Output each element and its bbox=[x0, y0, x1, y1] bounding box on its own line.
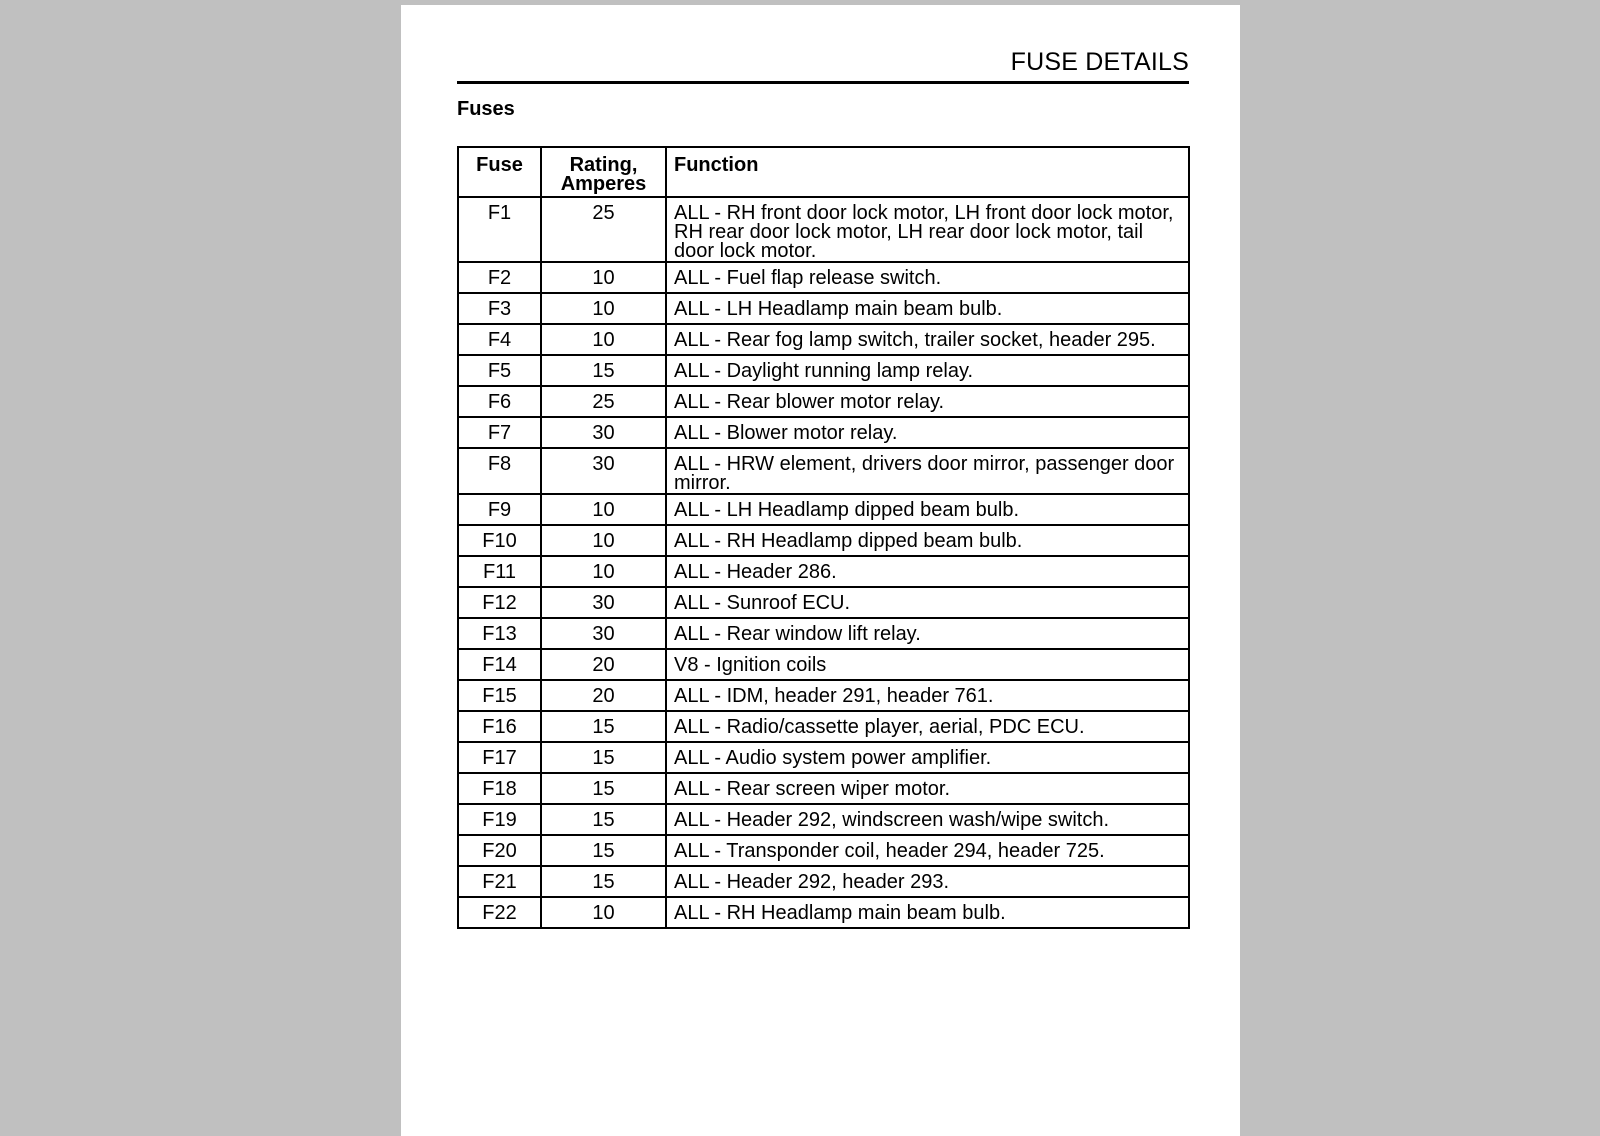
function-cell: ALL - RH Headlamp dipped beam bulb. bbox=[666, 525, 1189, 556]
page-header bbox=[457, 43, 1189, 84]
table-row bbox=[458, 711, 1189, 742]
fuse-cell: F11 bbox=[458, 556, 541, 587]
table-row bbox=[458, 293, 1189, 324]
fuse-cell: F20 bbox=[458, 835, 541, 866]
rating-cell: 30 bbox=[541, 448, 666, 494]
fuse-cell: F16 bbox=[458, 711, 541, 742]
rating-cell: 10 bbox=[541, 494, 666, 525]
fuse-cell: F18 bbox=[458, 773, 541, 804]
column-header-rating-line2: Amperes bbox=[560, 173, 647, 195]
column-header-fuse: Fuse bbox=[458, 147, 541, 197]
table-row bbox=[458, 680, 1189, 711]
function-cell: ALL - Header 286. bbox=[666, 556, 1189, 587]
table-row bbox=[458, 525, 1189, 556]
fuse-cell: F6 bbox=[458, 386, 541, 417]
function-cell: ALL - Radio/cassette player, aerial, PDC ECU. bbox=[666, 711, 1189, 742]
rating-cell: 15 bbox=[541, 742, 666, 773]
table-row bbox=[458, 386, 1189, 417]
rating-cell: 30 bbox=[541, 417, 666, 448]
fuse-cell: F7 bbox=[458, 417, 541, 448]
function-cell: V8 - Ignition coils bbox=[666, 649, 1189, 680]
fuse-cell: F14 bbox=[458, 649, 541, 680]
function-cell: ALL - RH front door lock motor, LH front door lock motor, RH rear door lock motor, LH rear door lock motor, tail door lock motor. bbox=[666, 197, 1189, 262]
function-cell: ALL - Rear blower motor relay. bbox=[666, 386, 1189, 417]
table-row bbox=[458, 324, 1189, 355]
function-cell: ALL - Sunroof ECU. bbox=[666, 587, 1189, 618]
section-title: Fuses bbox=[457, 98, 515, 120]
table-body bbox=[458, 197, 1189, 928]
table-row bbox=[458, 897, 1189, 928]
table-row bbox=[458, 649, 1189, 680]
column-header-function: Function bbox=[666, 147, 1189, 197]
rating-cell: 10 bbox=[541, 556, 666, 587]
page-title: FUSE DETAILS bbox=[1010, 48, 1189, 76]
function-cell: ALL - Rear window lift relay. bbox=[666, 618, 1189, 649]
function-cell: ALL - IDM, header 291, header 761. bbox=[666, 680, 1189, 711]
table-row bbox=[458, 835, 1189, 866]
table-row bbox=[458, 773, 1189, 804]
rating-cell: 15 bbox=[541, 835, 666, 866]
table-row bbox=[458, 866, 1189, 897]
table-row bbox=[458, 262, 1189, 293]
fuse-cell: F5 bbox=[458, 355, 541, 386]
rating-cell: 20 bbox=[541, 680, 666, 711]
rating-cell: 10 bbox=[541, 525, 666, 556]
function-cell: ALL - LH Headlamp dipped beam bulb. bbox=[666, 494, 1189, 525]
fuse-cell: F22 bbox=[458, 897, 541, 928]
table-row bbox=[458, 448, 1189, 494]
function-cell: ALL - LH Headlamp main beam bulb. bbox=[666, 293, 1189, 324]
rating-cell: 25 bbox=[541, 386, 666, 417]
table-row bbox=[458, 355, 1189, 386]
function-cell: ALL - HRW element, drivers door mirror, passenger door mirror. bbox=[666, 448, 1189, 494]
function-cell: ALL - Audio system power amplifier. bbox=[666, 742, 1189, 773]
function-cell: ALL - Rear screen wiper motor. bbox=[666, 773, 1189, 804]
rating-cell: 30 bbox=[541, 587, 666, 618]
fuse-cell: F21 bbox=[458, 866, 541, 897]
rating-cell: 25 bbox=[541, 197, 666, 262]
function-cell: ALL - Header 292, windscreen wash/wipe switch. bbox=[666, 804, 1189, 835]
table-row bbox=[458, 587, 1189, 618]
rating-cell: 10 bbox=[541, 262, 666, 293]
rating-cell: 10 bbox=[541, 324, 666, 355]
column-header-rating-line1: Rating, bbox=[569, 154, 638, 176]
rating-cell: 15 bbox=[541, 804, 666, 835]
fuse-cell: F1 bbox=[458, 197, 541, 262]
table-row bbox=[458, 494, 1189, 525]
column-header-rating bbox=[541, 147, 666, 197]
function-cell: ALL - Fuel flap release switch. bbox=[666, 262, 1189, 293]
fuse-cell: F2 bbox=[458, 262, 541, 293]
fuse-cell: F13 bbox=[458, 618, 541, 649]
function-cell: ALL - Rear fog lamp switch, trailer socket, header 295. bbox=[666, 324, 1189, 355]
fuse-cell: F9 bbox=[458, 494, 541, 525]
table-header-row bbox=[458, 147, 1189, 197]
rating-cell: 10 bbox=[541, 897, 666, 928]
function-cell: ALL - RH Headlamp main beam bulb. bbox=[666, 897, 1189, 928]
table-row bbox=[458, 556, 1189, 587]
fuse-cell: F12 bbox=[458, 587, 541, 618]
fuse-cell: F17 bbox=[458, 742, 541, 773]
fuse-cell: F8 bbox=[458, 448, 541, 494]
function-cell: ALL - Daylight running lamp relay. bbox=[666, 355, 1189, 386]
rating-cell: 15 bbox=[541, 355, 666, 386]
document-page bbox=[401, 5, 1240, 1136]
fuse-table bbox=[457, 146, 1190, 929]
fuse-cell: F3 bbox=[458, 293, 541, 324]
function-cell: ALL - Blower motor relay. bbox=[666, 417, 1189, 448]
table-row bbox=[458, 618, 1189, 649]
function-cell: ALL - Transponder coil, header 294, header 725. bbox=[666, 835, 1189, 866]
rating-cell: 10 bbox=[541, 293, 666, 324]
table-row bbox=[458, 742, 1189, 773]
table-row bbox=[458, 804, 1189, 835]
rating-cell: 20 bbox=[541, 649, 666, 680]
rating-cell: 15 bbox=[541, 711, 666, 742]
function-cell: ALL - Header 292, header 293. bbox=[666, 866, 1189, 897]
table-row bbox=[458, 197, 1189, 262]
rating-cell: 30 bbox=[541, 618, 666, 649]
rating-cell: 15 bbox=[541, 773, 666, 804]
table-row bbox=[458, 417, 1189, 448]
fuse-cell: F19 bbox=[458, 804, 541, 835]
fuse-cell: F15 bbox=[458, 680, 541, 711]
fuse-cell: F10 bbox=[458, 525, 541, 556]
rating-cell: 15 bbox=[541, 866, 666, 897]
fuse-cell: F4 bbox=[458, 324, 541, 355]
